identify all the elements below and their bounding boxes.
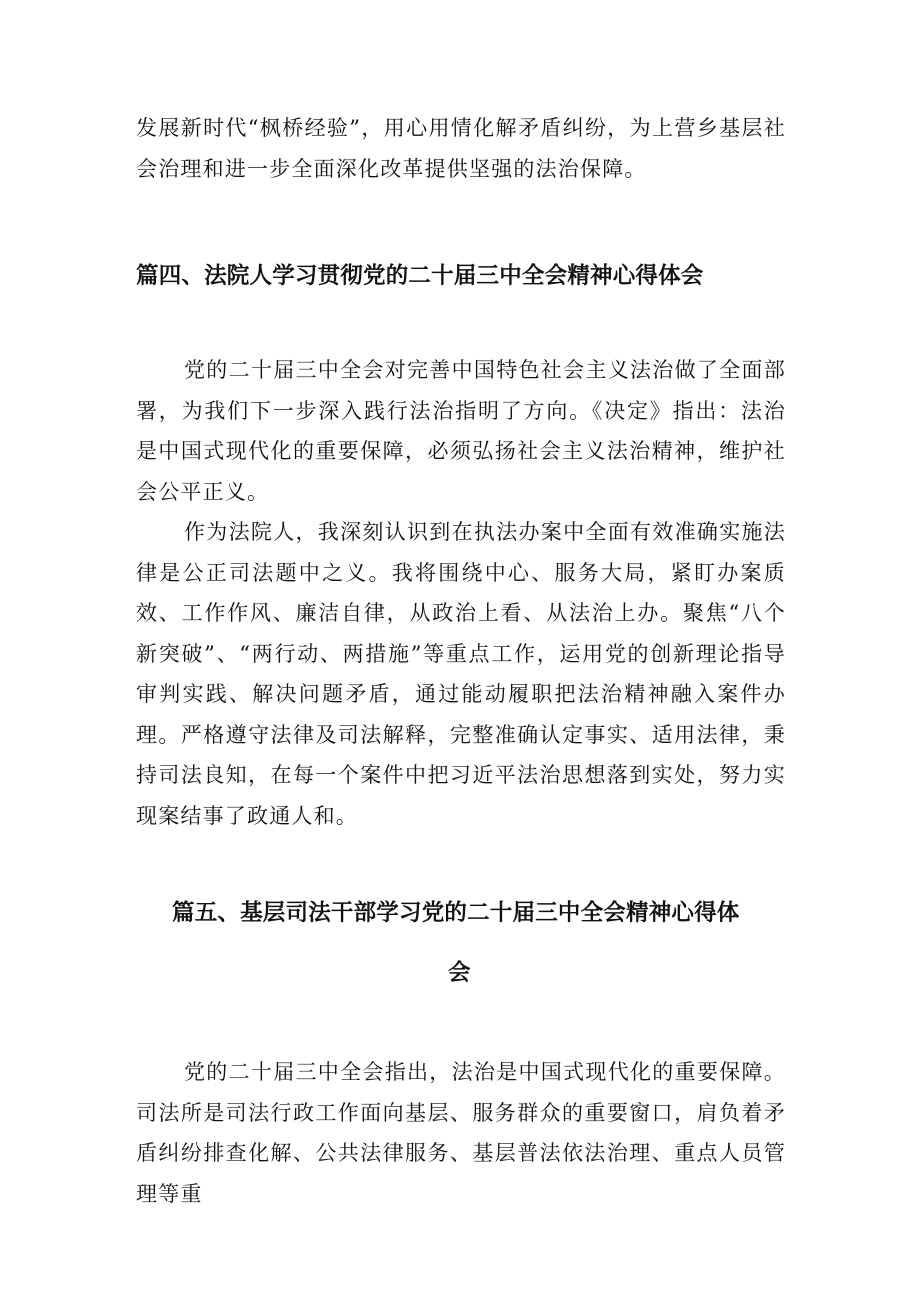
paragraph-section4-2: 作为法院人，我深刻认识到在执法办案中全面有效准确实施法律是公正司法题中之义。我将围绕中心、服务大局，紧盯办案质效、工作作风、廉洁自律，从政治上看、从法治上办。聚焦“八个新突破”、“两行动、两措施”等重点工作，运用党的创新理论指导审判实践、解决问题矛盾，通过能动履职把法治精神融入案件办理。严格遵守法律及司法解释，完整准确认定事实、适用法律，秉持司法良知，在每一个案件中把习近平法治思想落到实处，努力实现案结事了政通人和。 bbox=[136, 520, 786, 828]
section-heading-5-line1: 篇五、基层司法干部学习党的二十届三中全会精神心得体 bbox=[172, 900, 740, 926]
section-heading-4: 篇四、法院人学习贯彻党的二十届三中全会精神心得体会 bbox=[136, 263, 704, 289]
paragraph-continued: 发展新时代“枫桥经验”，用心用情化解矛盾纠纷，为上营乡基层社会治理和进一步全面深化改革提供坚强的法治保障。 bbox=[136, 116, 786, 181]
section-heading-5-line2: 会 bbox=[448, 960, 471, 986]
paragraph-section4-1: 党的二十届三中全会对完善中国特色社会主义法治做了全面部署，为我们下一步深入践行法治指明了方向。《决定》指出：法治是中国式现代化的重要保障，必须弘扬社会主义法治精神，维护社会公平正义。 bbox=[136, 358, 786, 504]
paragraph-section5-1: 党的二十届三中全会指出，法治是中国式现代化的重要保障。司法所是司法行政工作面向基层、服务群众的重要窗口，肩负着矛盾纠纷排查化解、公共法律服务、基层普法依法治理、重点人员管理等重 bbox=[136, 1060, 786, 1206]
